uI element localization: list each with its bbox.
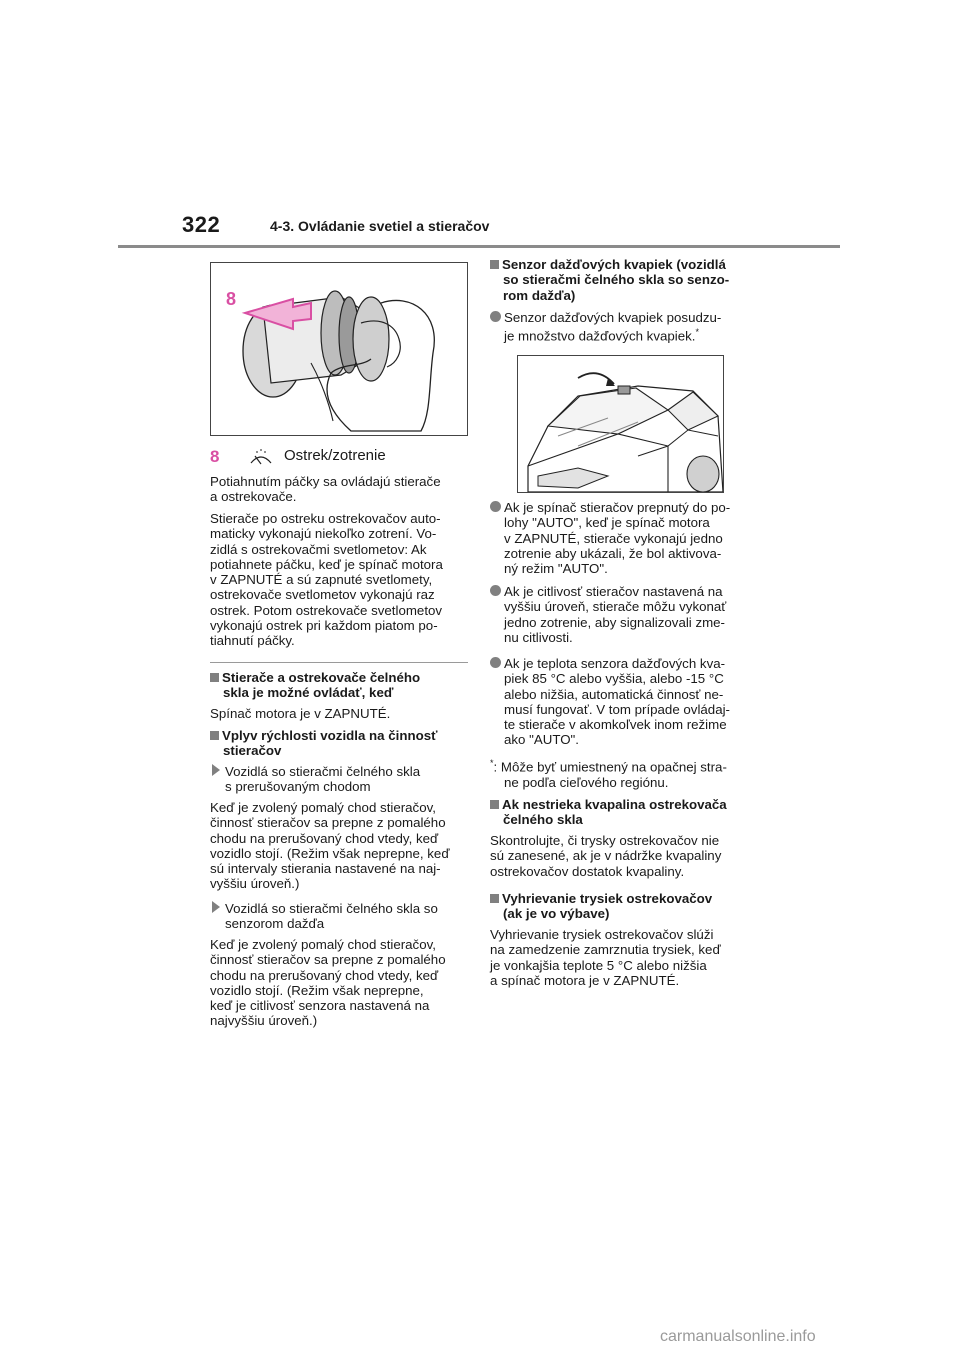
bullet-text: je množstvo dažďových kvapiek.: [504, 328, 696, 344]
heading-line: [490, 891, 712, 906]
bullet-text: v ZAPNUTÉ, stierače vykonajú jedno: [504, 530, 723, 546]
bullet-text: te stierače v akomkoľvek inom režime: [504, 717, 727, 733]
bullet-line: [490, 310, 721, 325]
footnote: [490, 756, 727, 790]
body-line: vyššiu úroveň.): [210, 876, 300, 892]
body-line: Keď je zvolený pomalý chod stieračov,: [210, 937, 436, 952]
bullet-line: [490, 584, 726, 599]
bullet-item: [490, 656, 730, 748]
wash-paragraph: [210, 511, 443, 649]
footnote-ref: *: [695, 327, 699, 338]
wash-line: ostrekovače svetlometov vykonajú raz: [210, 587, 435, 603]
heading-text: skla je možné ovládať, keď: [223, 685, 394, 701]
body-line: ostrekovačov dostatok kvapaliny.: [490, 863, 685, 879]
body-line: chodu na prerušovaný chod vtedy, keď: [210, 967, 439, 983]
sub-text: Vozidlá so stieračmi čelného skla so: [225, 901, 438, 916]
bullet-text: jedno zotrenie, aby signalizovali zme-: [504, 614, 725, 630]
body-line: a spínač motora je v ZAPNUTÉ.: [490, 972, 680, 988]
bullet-text: Ak je spínač stieračov prepnutý do po-: [504, 500, 731, 515]
page-number: 322: [182, 212, 221, 237]
wash-line: tiahnutí páčky.: [210, 633, 295, 649]
heading-text: Ak nestrieka kvapalina ostrekovača: [502, 797, 727, 812]
bullet-item: [490, 310, 721, 344]
sub-text: Vozidlá so stieračmi čelného skla: [225, 764, 421, 779]
bullet-line: [490, 500, 730, 515]
section-paragraph: [490, 833, 721, 879]
bullet-text: Senzor dažďových kvapiek posudzu-: [504, 310, 722, 325]
bullet-dot-icon: [490, 501, 501, 512]
heading-text: Stierače a ostrekovače čelného: [222, 670, 421, 685]
heading-text: Vyhrievanie trysiek ostrekovačov: [502, 891, 713, 906]
subsection-heading: [212, 764, 420, 795]
body-line: chodu na prerušovaný chod vtedy, keď: [210, 830, 439, 846]
wiper-lever-illustration: [211, 263, 467, 435]
subsection-heading: [212, 901, 438, 932]
body-line: vozidlo stojí. (Režim však neprepne, keď: [210, 845, 450, 861]
square-marker-icon: [490, 260, 499, 269]
sub2-paragraph: [210, 937, 446, 1029]
footnote-text: Môže byť umiestnený na opačnej stra-: [500, 759, 727, 775]
item-number: 8: [210, 447, 220, 466]
body-line: činnosť stieračov sa prepne z pomalého: [210, 952, 446, 968]
body-line: je vonkajšia teplote 5 °C alebo nižšia: [490, 957, 707, 973]
sub-line: [212, 764, 420, 779]
bullet-dot-icon: [490, 311, 501, 322]
body-line: činnosť stieračov sa prepne z pomalého: [210, 815, 446, 831]
sub-line: [212, 901, 438, 916]
body-line: sú zanesené, ak je v nádržke kvapaliny: [490, 848, 722, 864]
triangle-marker-icon: [212, 764, 220, 776]
wash-line: v ZAPNUTÉ a sú zapnuté svetlomety,: [210, 572, 433, 588]
square-marker-icon: [210, 731, 219, 740]
body-line: vozidlo stojí. (Režim však neprepne,: [210, 982, 424, 998]
section-paragraph: [490, 927, 721, 988]
bullet-text: nu citlivosti.: [504, 629, 573, 645]
header-rule: [118, 245, 840, 248]
wash-line: ostrek. Potom ostrekovače svetlometov: [210, 602, 443, 618]
bullet-line: [490, 325, 721, 344]
item-label: Ostrek/zotrenie: [284, 447, 386, 464]
wash-line: potiahnete páčku, keď je spínač motora: [210, 556, 443, 572]
footnote-marker: *: [490, 758, 494, 768]
triangle-marker-icon: [212, 901, 220, 913]
bullet-dot-icon: [490, 657, 501, 668]
heading-line: [490, 257, 729, 272]
square-marker-icon: [210, 673, 219, 682]
bullet-text: Ak je citlivosť stieračov nastavená na: [504, 584, 723, 599]
intro-line: a ostrekovače.: [210, 489, 297, 505]
washer-spray-icon: [248, 447, 274, 471]
bullet-line: [490, 656, 730, 671]
heading-line: [210, 728, 437, 743]
chapter-title: 4-3. Ovládanie svetiel a stieračov: [270, 218, 490, 234]
heading-text: so stieračmi čelného skla so senzo-: [503, 272, 730, 288]
bullet-text: ako "AUTO".: [504, 732, 579, 748]
heading-text: (ak je vo výbave): [503, 906, 610, 922]
intro-line: Potiahnutím páčky sa ovládajú stierače: [210, 474, 441, 489]
bullet-text: zotrenie aby ukázali, že bol aktivova-: [504, 545, 722, 561]
wiper-lever-figure: [210, 262, 468, 436]
bullet-text: ný režim "AUTO".: [504, 561, 608, 577]
body-line: Keď je zvolený pomalý chod stieračov,: [210, 800, 436, 815]
body-line: Skontrolujte, či trysky ostrekovačov nie: [490, 833, 720, 848]
wash-line: zidlá s ostrekovačmi svetlometov: Ak: [210, 541, 427, 557]
section-heading: [490, 797, 727, 828]
section-heading: [490, 257, 729, 303]
bullet-item: [490, 584, 726, 645]
bullet-dot-icon: [490, 585, 501, 596]
section-divider: [210, 662, 468, 663]
watermark: carmanualsonline.info: [660, 1328, 816, 1345]
footnote-line: *: Môže byť umiestnený na opačnej stra-: [490, 758, 727, 775]
wash-line: Stierače po ostreku ostrekovačov auto-: [210, 511, 441, 526]
section-heading: [490, 891, 712, 922]
body-line: Vyhrievanie trysiek ostrekovačov slúži: [490, 927, 714, 942]
sub1-paragraph: [210, 800, 450, 892]
bullet-text: vyššiu úroveň, stierače môžu vykonať: [504, 599, 727, 615]
bullet-text: piek 85 °C alebo vyššia, alebo -15 °C: [504, 671, 724, 687]
figure-callout-label: 8: [226, 289, 237, 309]
heading-text: Senzor dažďových kvapiek (vozidlá: [502, 257, 726, 272]
square-marker-icon: [490, 800, 499, 809]
sub-text: s prerušovaným chodom: [225, 779, 371, 795]
item-8-row: [210, 447, 468, 467]
heading-line: [210, 670, 420, 685]
bullet-item: [490, 500, 730, 576]
wash-line: maticky vykonajú niekoľko zotrení. Vo-: [210, 526, 437, 542]
bullet-text: alebo nižšia, automatická činnosť ne-: [504, 686, 724, 702]
body-line: keď je citlivosť senzora nastavená na: [210, 998, 430, 1014]
wash-line: vykonajú ostrek pri každom piatom po-: [210, 618, 438, 634]
rain-sensor-car-illustration: [518, 356, 723, 492]
section-text: Spínač motora je v ZAPNUTÉ.: [210, 706, 391, 721]
heading-text: rom dažďa): [503, 287, 576, 303]
bullet-text: Ak je teplota senzora dažďových kva-: [504, 656, 726, 671]
body-line: najvyššiu úroveň.): [210, 1013, 318, 1029]
heading-text: Vplyv rýchlosti vozidla na činnosť: [222, 728, 438, 743]
square-marker-icon: [490, 894, 499, 903]
sub-text: senzorom dažďa: [225, 916, 325, 932]
heading-text: stieračov: [223, 743, 282, 759]
bullet-text: musí fungovať. V tom prípade ovládaj-: [504, 701, 730, 717]
body-line: sú intervaly stierania nastavené na naj-: [210, 861, 441, 877]
section-heading: [210, 728, 437, 759]
footnote-text: ne podľa cieľového regiónu.: [504, 774, 669, 790]
heading-line: [490, 797, 727, 812]
rain-sensor-figure: [517, 355, 724, 493]
heading-text: čelného skla: [503, 812, 583, 828]
section-heading: [210, 670, 420, 701]
body-line: na zamedzenie zamrznutia trysiek, keď: [490, 942, 721, 958]
intro-paragraph: [210, 474, 441, 505]
bullet-text: lohy "AUTO", keď je spínač motora: [504, 515, 710, 531]
